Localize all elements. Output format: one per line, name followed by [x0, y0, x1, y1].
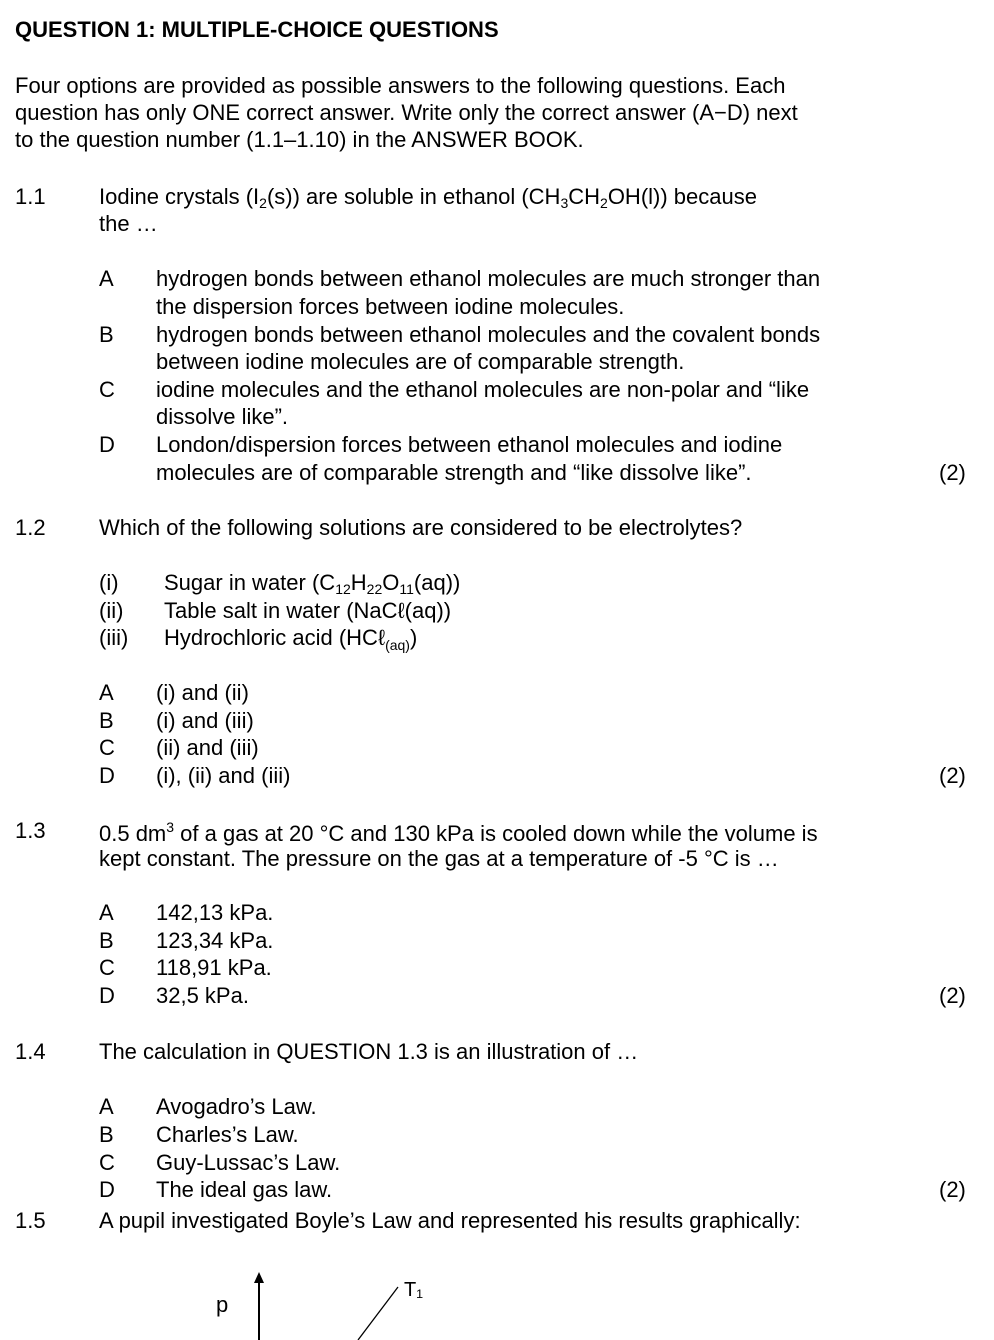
- option-letter: C: [99, 1150, 115, 1175]
- question-stem: 0.5 $dm^3$ of a gas at 20 °C and 130 kPa is cooled down while the volume is: [99, 819, 818, 846]
- marks: (2): [939, 1177, 966, 1202]
- option-letter: A: [99, 900, 114, 925]
- option-letter: D: [99, 983, 115, 1008]
- option-letter: C: [99, 955, 115, 980]
- statement-text: Sugar in water $(C_{12}H_{22}O_{11}(aq))$: [164, 570, 461, 597]
- option-text: 32,5 kPa.: [156, 983, 249, 1008]
- y-axis-label: p: [216, 1292, 229, 1317]
- option-letter: C: [99, 377, 115, 402]
- question-stem: The calculation in QUESTION 1.3 is an illustration of …: [99, 1039, 639, 1064]
- instructions-line-2: question has only ONE correct answer. Write only the correct answer (A−D) next: [15, 100, 798, 125]
- option-letter: D: [99, 1177, 115, 1202]
- question-number: 1.4: [15, 1039, 46, 1064]
- statement-text: Table salt in water (NaCℓ(aq)): [164, 598, 452, 623]
- option-text: Guy-Lussac’s Law.: [156, 1150, 341, 1175]
- instructions-line-3: to the question number (1.1–1.10) in the ANSWER BOOK.: [15, 127, 584, 152]
- instructions-line-1: Four options are provided as possible answers to the following questions. Each: [15, 73, 786, 98]
- option-text: (i), (ii) and (iii): [156, 763, 291, 788]
- question-stem: A pupil investigated Boyle’s Law and represented his results graphically:: [99, 1208, 801, 1233]
- section-title: QUESTION 1: MULTIPLE-CHOICE QUESTIONS: [15, 17, 499, 42]
- option-letter: A: [99, 1094, 114, 1119]
- option-text: hydrogen bonds between ethanol molecules are much stronger than: [156, 266, 821, 291]
- question-stem-line-2: kept constant. The pressure on the gas at a temperature of -5 °C is …: [99, 846, 779, 871]
- option-letter: B: [99, 928, 114, 953]
- option-letter: A: [99, 266, 114, 291]
- statement-numeral: (ii): [99, 598, 124, 623]
- option-text: (ii) and (iii): [156, 735, 259, 760]
- option-letter: A: [99, 680, 114, 705]
- option-letter: B: [99, 1122, 114, 1147]
- option-text: 142,13 kPa.: [156, 900, 274, 925]
- option-text: molecules are of comparable strength and “like dissolve like”.: [156, 460, 752, 485]
- option-text: between iodine molecules are of comparable strength.: [156, 349, 685, 374]
- option-text: 123,34 kPa.: [156, 928, 274, 953]
- marks: (2): [939, 460, 966, 485]
- question-number: 1.1: [15, 184, 46, 209]
- graph-line-t1: [358, 1287, 398, 1340]
- question-number: 1.2: [15, 515, 46, 540]
- option-text: (i) and (ii): [156, 680, 249, 705]
- option-text: London/dispersion forces between ethanol molecules and iodine: [156, 432, 783, 457]
- question-number: 1.5: [15, 1208, 46, 1233]
- option-letter: D: [99, 432, 115, 457]
- option-text: hydrogen bonds between ethanol molecules and the covalent bonds: [156, 322, 821, 347]
- statement-numeral: (iii): [99, 625, 129, 650]
- option-text: The ideal gas law.: [156, 1177, 333, 1202]
- y-axis-arrowhead: [254, 1272, 264, 1283]
- question-stem-line-2: the …: [99, 211, 158, 236]
- option-text: 118,91 kPa.: [156, 955, 272, 980]
- option-text: dissolve like”.: [156, 404, 289, 429]
- option-letter: B: [99, 322, 114, 347]
- marks: (2): [939, 763, 966, 788]
- statement-numeral: (i): [99, 570, 119, 595]
- question-stem: Which of the following solutions are considered to be electrolytes?: [99, 515, 743, 540]
- option-text: iodine molecules and the ethanol molecules are non-polar and “like: [156, 377, 810, 402]
- option-text: (i) and (iii): [156, 708, 254, 733]
- option-letter: B: [99, 708, 114, 733]
- option-text: the dispersion forces between iodine molecules.: [156, 294, 625, 319]
- option-text: Charles’s Law.: [156, 1122, 299, 1147]
- option-letter: D: [99, 763, 115, 788]
- marks: (2): [939, 983, 966, 1008]
- question-number: 1.3: [15, 818, 46, 843]
- option-letter: C: [99, 735, 115, 760]
- question-stem: Iodine crystals $(I_2(s))$ are soluble in ethanol $(CH_3CH_2OH(l))$ because: [99, 184, 757, 211]
- curve-label: T₁: [404, 1279, 423, 1301]
- option-text: Avogadro’s Law.: [156, 1094, 317, 1119]
- statement-text: Hydrochloric acid (HCℓ$_{(aq)}$): [164, 625, 418, 653]
